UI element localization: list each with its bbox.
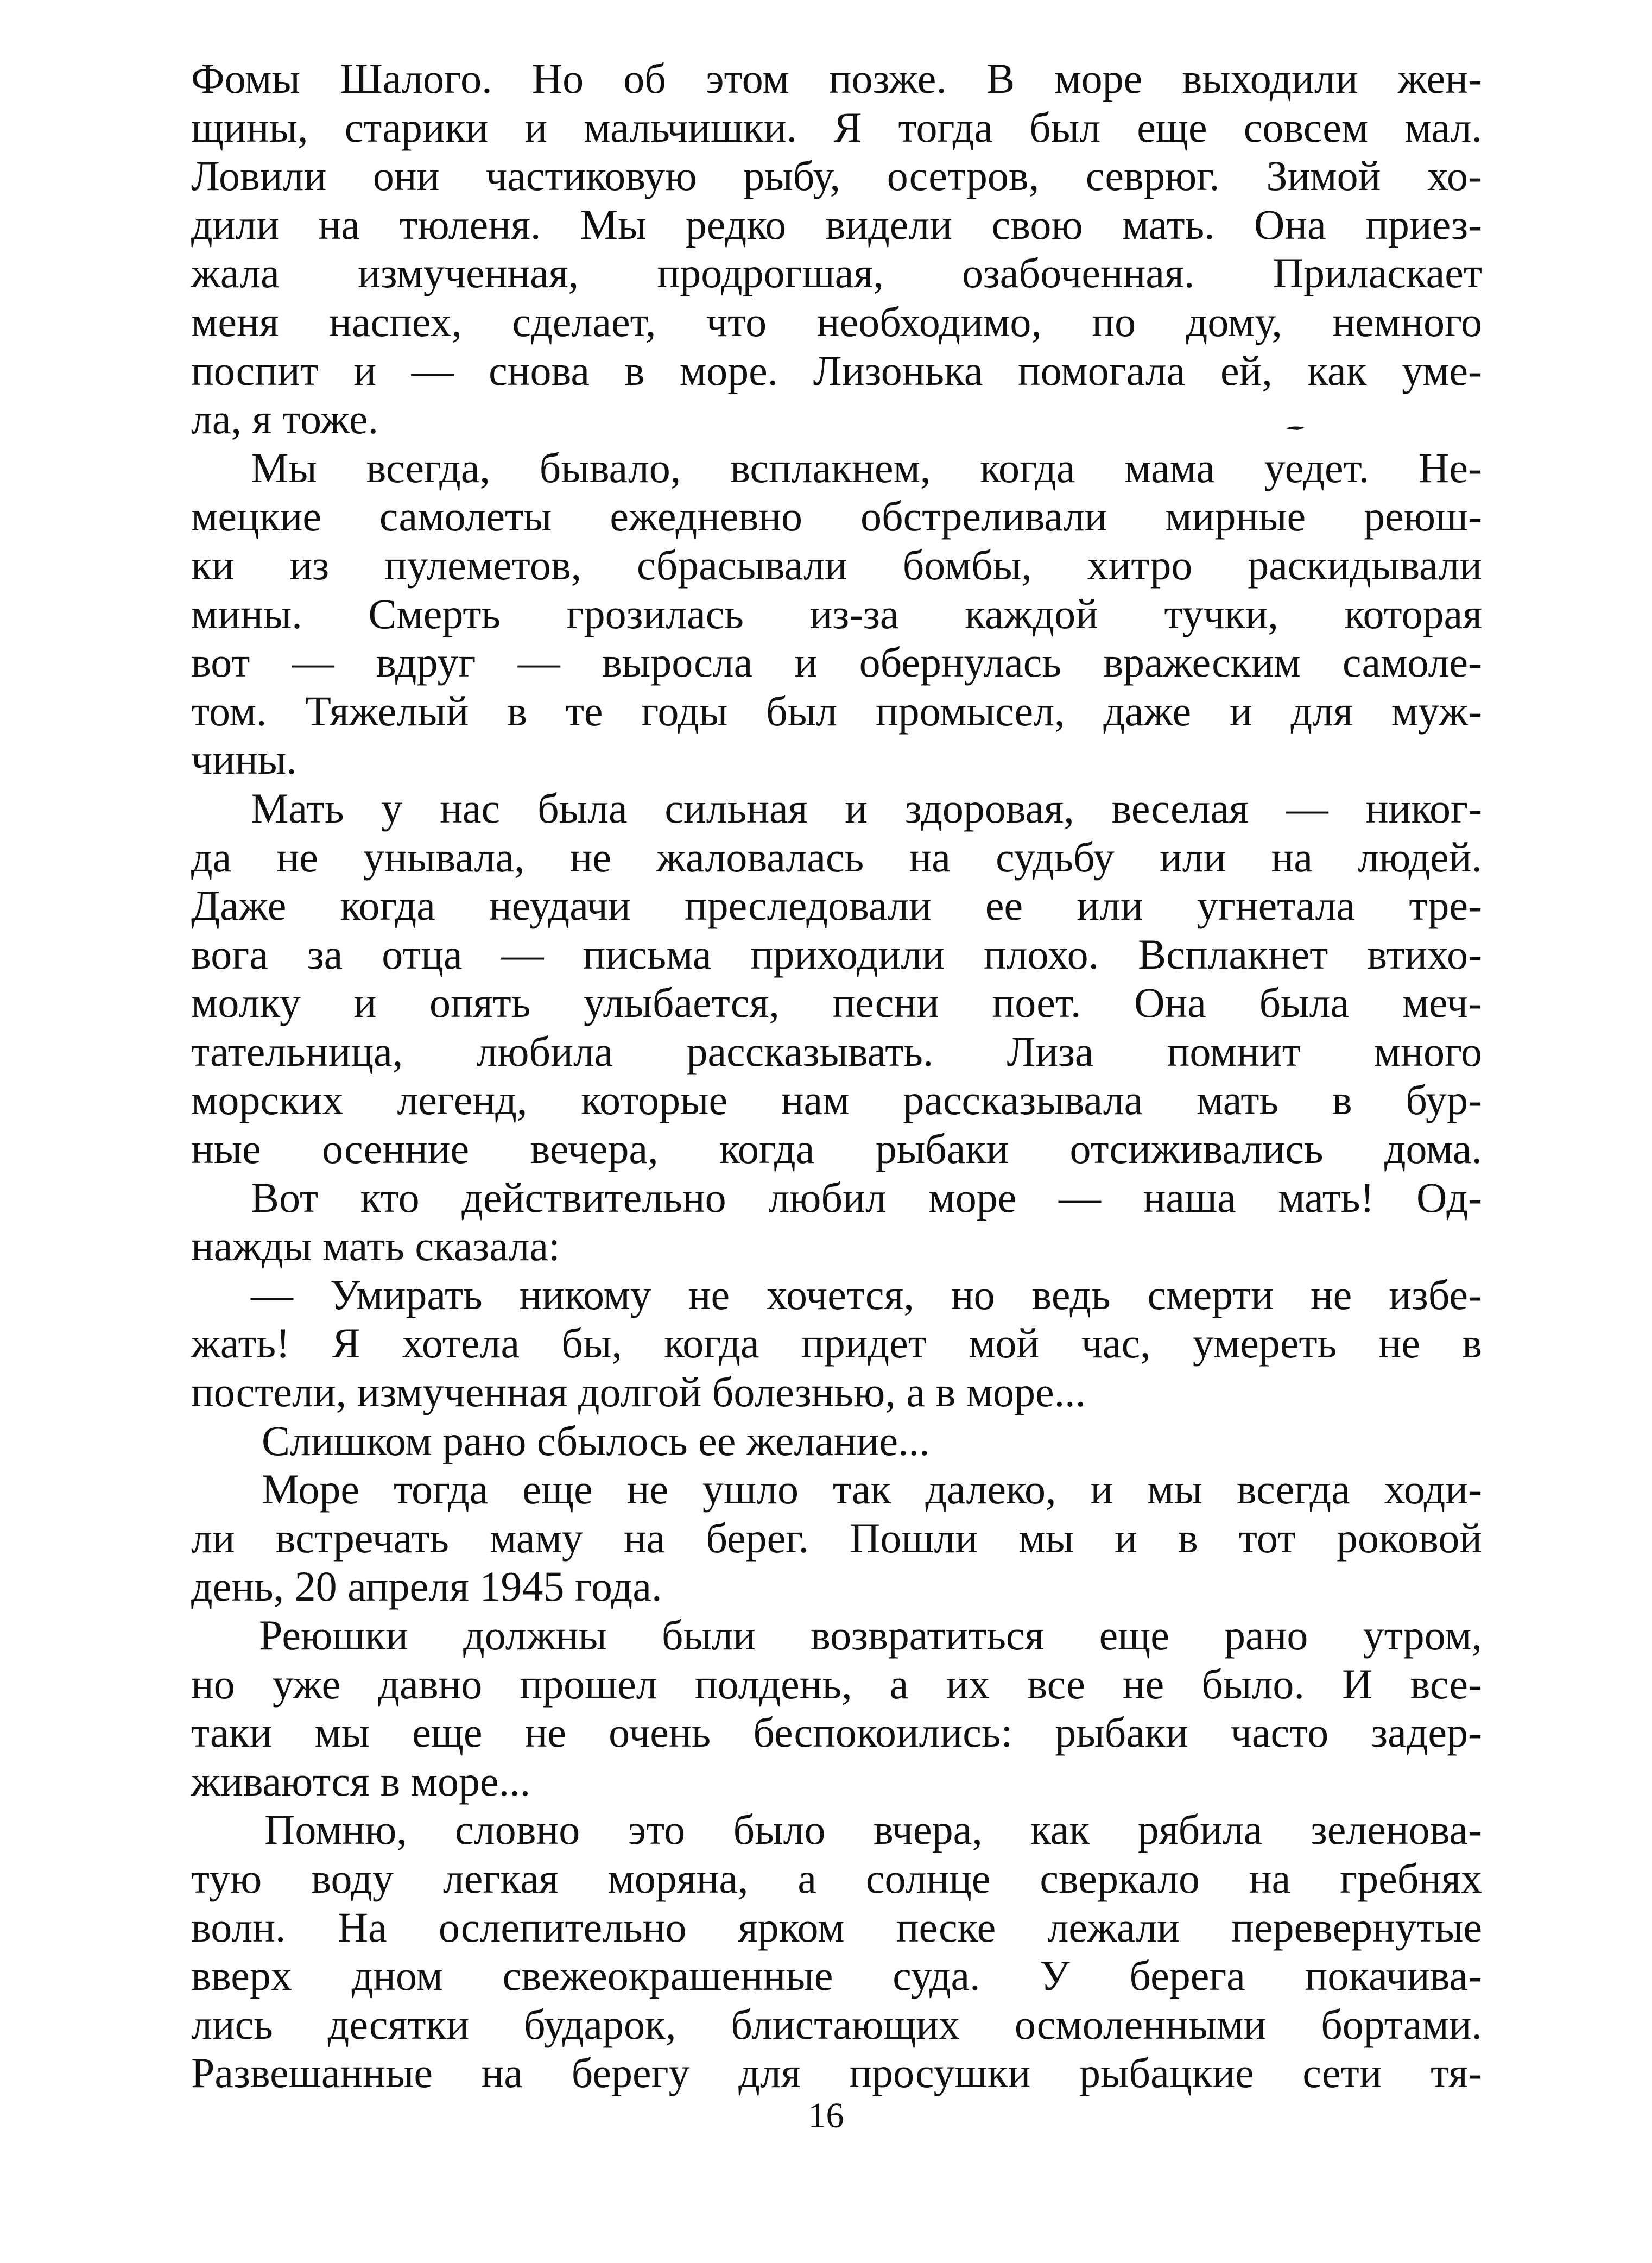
text-line: живаются в море... xyxy=(191,1757,531,1805)
text-line: вверх дном свежеокрашенные суда. У берега покачива- xyxy=(191,1952,1482,2000)
text-line: постели, измученная долгой болезнью, а в море... xyxy=(191,1368,1086,1416)
text-line: ки из пулеметов, сбрасывали бомбы, хитро раскидывали xyxy=(191,541,1482,589)
text-line: Слишком рано сбылось ее желание... xyxy=(262,1417,930,1464)
text-line: но уже давно прошел полдень, а их все не было. И все- xyxy=(191,1660,1482,1708)
text-line: вога за отца — письма приходили плохо. Всплакнет втихо- xyxy=(191,930,1482,978)
text-line: щины, старики и мальчишки. Я тогда был еще совсем мал. xyxy=(191,103,1482,151)
text-line: Фомы Шалого. Но об этом позже. В море выходили жен- xyxy=(191,55,1482,102)
text-line: ла, я тоже. xyxy=(191,395,379,443)
text-line: нажды мать сказала: xyxy=(191,1222,560,1270)
text-line: чины. xyxy=(191,736,297,783)
text-line: да не унывала, не жаловалась на судьбу или на людей. xyxy=(191,833,1482,881)
text-line: тательница, любила рассказывать. Лиза помнит много xyxy=(191,1027,1482,1075)
text-line: жать! Я хотела бы, когда придет мой час, умереть не в xyxy=(191,1319,1482,1367)
body-text xyxy=(191,54,1482,2097)
text-line: Мы всегда, бывало, всплакнем, когда мама уедет. Не- xyxy=(251,444,1482,491)
text-line: том. Тяжелый в те годы был промысел, даже и для муж- xyxy=(191,687,1482,735)
page-number: 16 xyxy=(808,2096,844,2135)
text-line: Мать у нас была сильная и здоровая, веселая — никог- xyxy=(251,784,1482,832)
ink-mark-icon xyxy=(1286,424,1305,432)
text-line: ные осенние вечера, когда рыбаки отсиживались дома. xyxy=(191,1125,1482,1173)
text-line: Море тогда еще не ушло так далеко, и мы всегда ходи- xyxy=(262,1465,1482,1513)
text-line: жала измученная, продрогшая, озабоченная. Приласкает xyxy=(191,249,1482,297)
text-line: волн. На ослепительно ярком песке лежали перевернутые xyxy=(191,1903,1482,1951)
text-line: Даже когда неудачи преследовали ее или угнетала тре- xyxy=(191,882,1482,930)
text-line: Ловили они частиковую рыбу, осетров, севрюг. Зимой хо- xyxy=(191,152,1482,200)
text-line: Помню, словно это было вчера, как рябила зеленова- xyxy=(264,1806,1482,1854)
text-line: Вот кто действительно любил море — наша мать! Од- xyxy=(251,1173,1482,1221)
text-line: вот — вдруг — выросла и обернулась вражеским самоле- xyxy=(191,639,1482,686)
text-line: день, 20 апреля 1945 года. xyxy=(191,1563,662,1610)
text-line: дили на тюленя. Мы редко видели свою мать. Она приез- xyxy=(191,200,1482,248)
text-line: молку и опять улыбается, песни поет. Она была меч- xyxy=(191,979,1482,1027)
text-line: Развешанные на берегу для просушки рыбацкие сети тя- xyxy=(191,2049,1482,2097)
text-line: мины. Смерть грозилась из-за каждой тучки, которая xyxy=(191,590,1482,637)
text-line: таки мы еще не очень беспокоились: рыбаки часто задер- xyxy=(191,1709,1482,1756)
text-line: поспит и — снова в море. Лизонька помогала ей, как уме- xyxy=(191,346,1482,394)
text-line: меня наспех, сделает, что необходимо, по дому, немного xyxy=(191,298,1482,345)
text-line: тую воду легкая моряна, а солнце сверкало на гребнях xyxy=(191,1854,1482,1902)
text-line: Реюшки должны были возвратиться еще рано утром, xyxy=(259,1611,1482,1659)
text-line: — Умирать никому не хочется, но ведь смерти не избе- xyxy=(251,1270,1482,1318)
text-line: мецкие самолеты ежедневно обстреливали мирные реюш- xyxy=(191,492,1482,540)
text-line: ли встречать маму на берег. Пошли мы и в тот роковой xyxy=(191,1514,1482,1562)
text-line: лись десятки бударок, блистающих осмоленными бортами. xyxy=(191,2000,1482,2048)
text-line: морских легенд, которые нам рассказывала мать в бур- xyxy=(191,1076,1482,1124)
